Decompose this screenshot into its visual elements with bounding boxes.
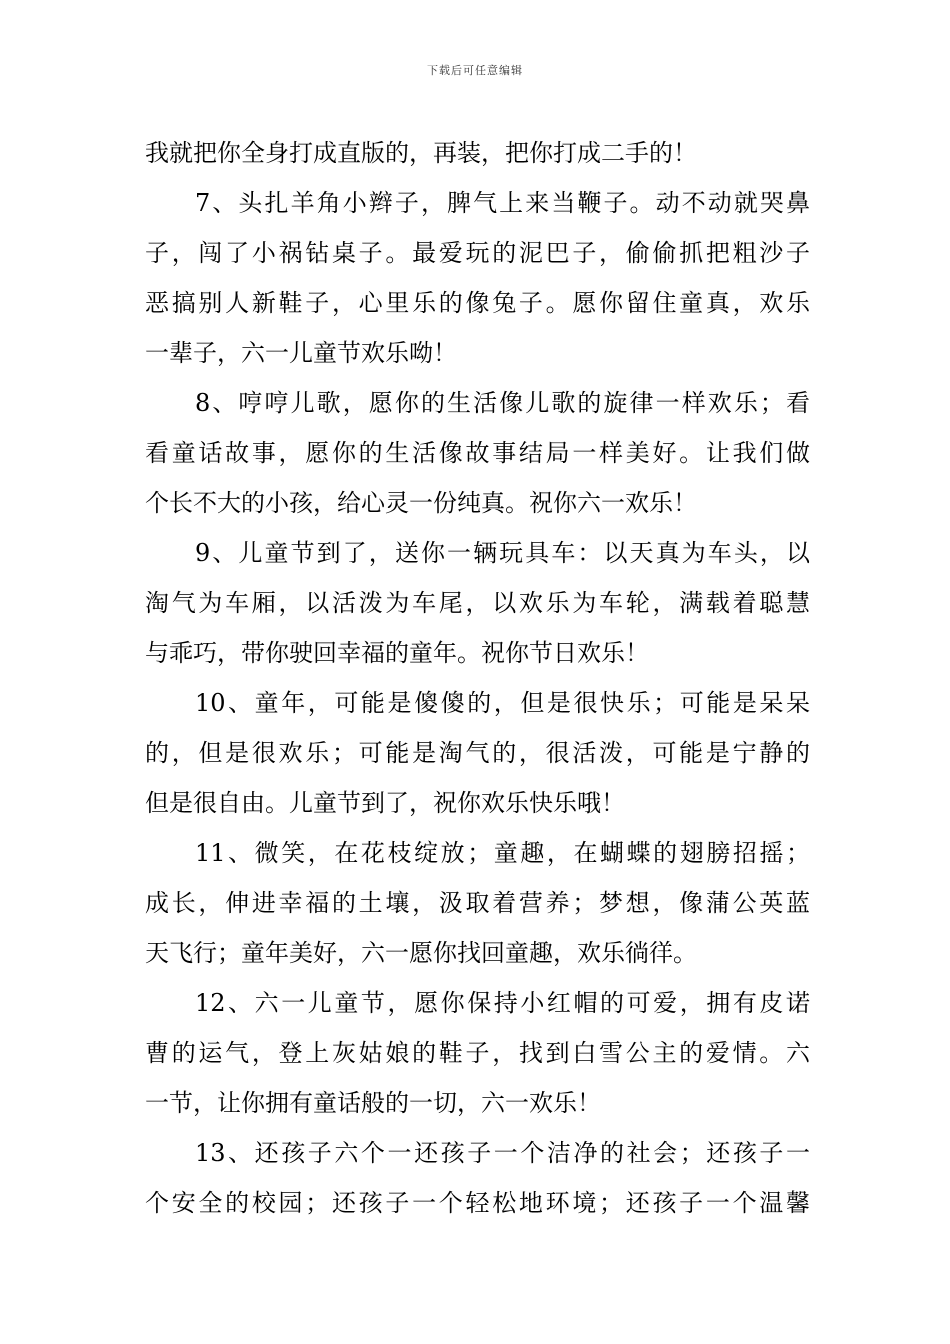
- text-line: 一节，让你拥有童话般的一切，六一欢乐！: [145, 1089, 601, 1117]
- text-line: 我就把你全身打成直版的，再装，把你打成二手的！: [145, 139, 697, 167]
- text-line: 恶搞别人新鞋子，心里乐的像兔子。愿你留住童真，欢乐: [145, 289, 810, 317]
- text-line: 10、童年，可能是傻傻的，但是很快乐；可能是呆呆: [195, 689, 810, 717]
- text-line: 子，闯了小祸钻桌子。最爱玩的泥巴子，偷偷抓把粗沙子: [145, 239, 810, 267]
- text-line: 成长，伸进幸福的土壤，汲取着营养；梦想，像蒲公英蓝: [145, 889, 810, 917]
- text-line: 个安全的校园；还孩子一个轻松地环境；还孩子一个温馨: [145, 1189, 810, 1217]
- text-line: 的，但是很欢乐；可能是淘气的，很活泼，可能是宁静的: [145, 739, 810, 767]
- text-line: 7、头扎羊角小辫子，脾气上来当鞭子。动不动就哭鼻: [195, 189, 810, 217]
- document-body: [145, 128, 810, 1228]
- text-line: 曹的运气，登上灰姑娘的鞋子，找到白雪公主的爱情。六: [145, 1039, 810, 1067]
- page-header: 下载后可任意编辑: [427, 64, 523, 77]
- text-line: 9、儿童节到了，送你一辆玩具车：以天真为车头，以: [195, 539, 810, 567]
- text-line: 与乖巧，带你驶回幸福的童年。祝你节日欢乐！: [145, 639, 649, 667]
- text-line: 个长不大的小孩，给心灵一份纯真。祝你六一欢乐！: [145, 489, 697, 517]
- text-line: 8、哼哼儿歌，愿你的生活像儿歌的旋律一样欢乐；看: [195, 389, 810, 417]
- text-line: 12、六一儿童节，愿你保持小红帽的可爱，拥有皮诺: [195, 989, 810, 1017]
- text-line: 但是很自由。儿童节到了，祝你欢乐快乐哦！: [145, 789, 625, 817]
- text-line: 天飞行；童年美好，六一愿你找回童趣，欢乐徜徉。: [145, 939, 697, 967]
- text-line: 淘气为车厢，以活泼为车尾，以欢乐为车轮，满载着聪慧: [145, 589, 810, 617]
- text-line: 11、微笑，在花枝绽放；童趣，在蝴蝶的翅膀招摇；: [195, 839, 810, 867]
- text-line: 13、还孩子六个一还孩子一个洁净的社会；还孩子一: [195, 1139, 810, 1167]
- text-line: 一辈子，六一儿童节欢乐呦！: [145, 339, 457, 367]
- text-line: 看童话故事，愿你的生活像故事结局一样美好。让我们做: [145, 439, 810, 467]
